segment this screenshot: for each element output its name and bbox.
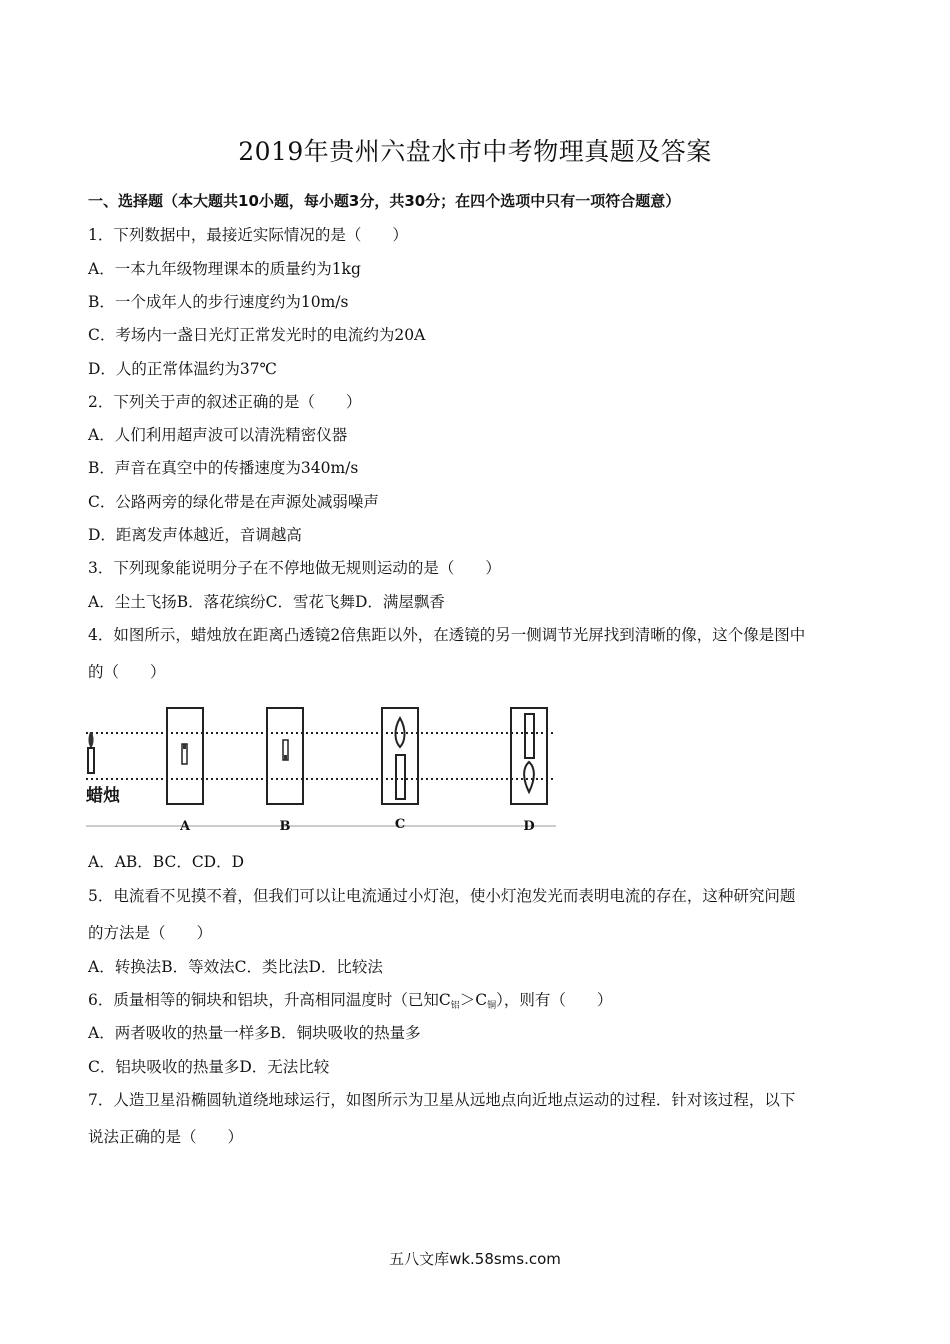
text-line: A．两者吸收的热量一样多B．铜块吸收的热量多 — [88, 1024, 421, 1042]
candle-label: 蜡烛 — [86, 786, 120, 806]
text-line: 4．如图所示，蜡烛放在距离凸透镜2倍焦距以外，在透镜的另一侧调节光屏找到清晰的像，这个像是图中 — [88, 626, 806, 644]
option-label-a: A — [179, 819, 191, 832]
page-footer: 五八文库wk.58sms.com — [389, 1250, 561, 1268]
option-b-frame — [267, 708, 303, 804]
text-line: A．AB．BC．CD．D — [88, 853, 245, 871]
text-line: D．人的正常体温约为37℃ — [88, 360, 277, 378]
text-line: 2．下列关于声的叙述正确的是（ ） — [88, 393, 362, 411]
option-d-frame — [511, 708, 547, 804]
text-line: 的方法是（ ） — [88, 924, 213, 942]
text-line: 说法正确的是（ ） — [88, 1128, 244, 1146]
text-line: A．转换法B．等效法C．类比法D．比较法 — [88, 958, 383, 976]
text-line: C．铝块吸收的热量多D．无法比较 — [88, 1058, 330, 1076]
text-line: 5．电流看不见摸不着，但我们可以让电流通过小灯泡，使小灯泡发光而表明电流的存在，这种研究问题 — [88, 887, 796, 905]
text-line: B．一个成年人的步行速度约为10m/s — [88, 293, 349, 311]
option-label-c: C — [394, 817, 406, 832]
option-label-b: B — [279, 819, 291, 832]
text-line: A．尘土飞扬B．落花缤纷C．雪花飞舞D．满屋飘香 — [88, 593, 445, 611]
text-line: D．距离发声体越近，音调越高 — [88, 526, 302, 544]
text-line: A．人们利用超声波可以清洗精密仪器 — [88, 426, 348, 444]
text-line: 3．下列现象能说明分子在不停地做无规则运动的是（ ） — [88, 559, 501, 577]
option-a-frame — [167, 708, 203, 804]
text-line: 的（ ） — [88, 663, 166, 681]
option-label-d: D — [523, 819, 535, 832]
text-line: 1．下列数据中，最接近实际情况的是（ ） — [88, 226, 408, 244]
text-line: C．公路两旁的绿化带是在声源处减弱噪声 — [88, 493, 379, 511]
text-line: A．一本九年级物理课本的质量约为1kg — [88, 260, 361, 278]
question-6-line: 6．质量相等的铜块和铝块，升高相同温度时（已知$C_铝>C_铜$），则有（ ） — [88, 991, 613, 1011]
text-line: B．声音在真空中的传播速度为340m/s — [88, 459, 359, 477]
section-heading: 一、选择题（本大题共10小题，每小题3分，共30分；在四个选项中只有一项符合题意） — [88, 192, 681, 210]
lens-image-figure — [86, 700, 558, 832]
text-line: C．考场内一盏日光灯正常发光时的电流约为20A — [88, 326, 426, 344]
text-line: 7．人造卫星沿椭圆轨道绕地球运行，如图所示为卫星从远地点向近地点运动的过程．针对该过程，以下 — [88, 1091, 796, 1109]
document-title: 2019年贵州六盘水市中考物理真题及答案 — [238, 137, 712, 166]
option-c-frame — [382, 708, 418, 804]
candle-icon — [88, 732, 94, 773]
